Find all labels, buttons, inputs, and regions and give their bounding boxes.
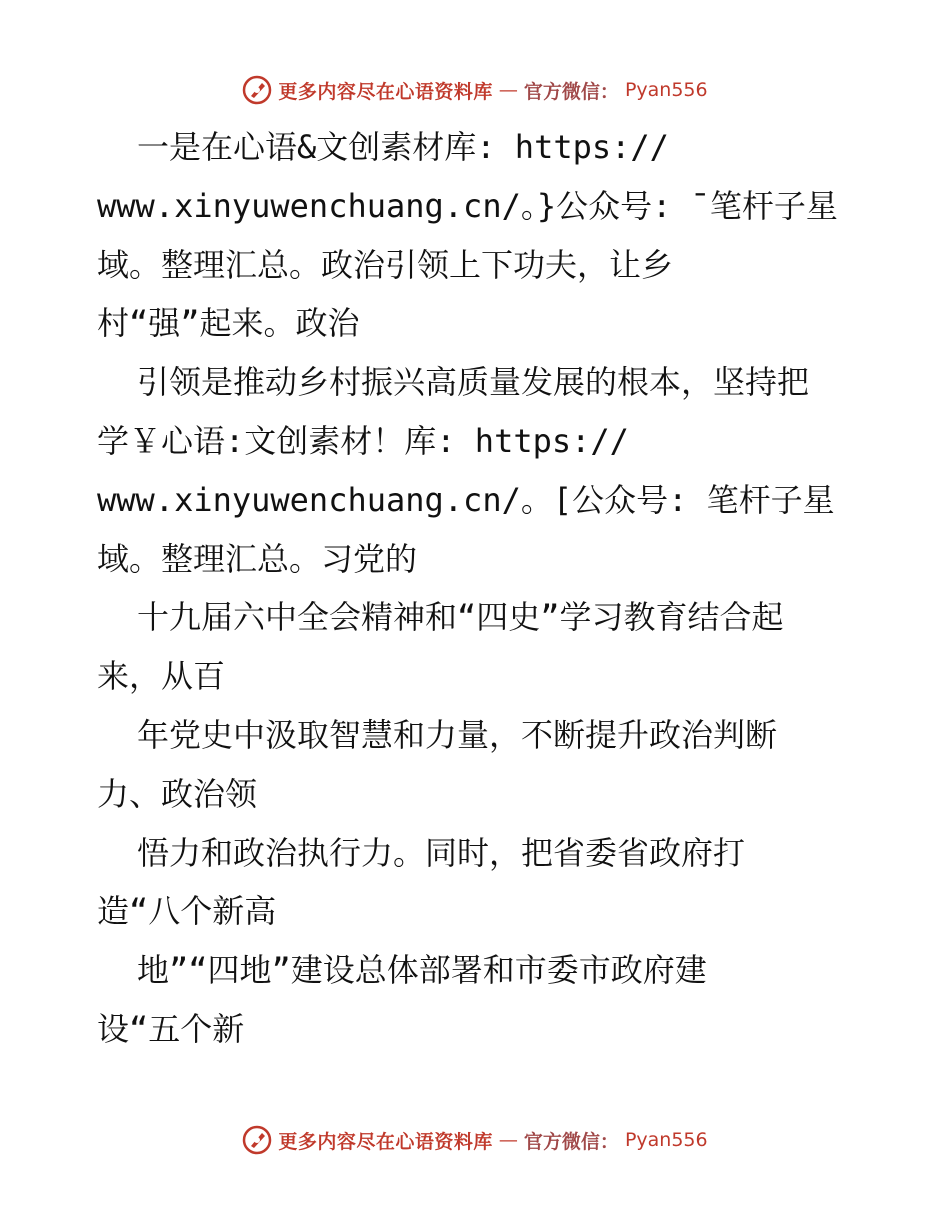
body-line: 十九届六中全会精神和“四史”学习教育结合起 [137,598,784,637]
header-banner [0,70,950,110]
body-line: 一是在心语&文创素材库: https:// [137,128,669,166]
banner-brand-text: 更多内容尽在心语资料库 [278,1130,493,1153]
body-line: 域。整理汇总。习党的 [97,539,418,578]
banner-separator: — [498,1129,518,1151]
body-line: 来，从百 [97,657,226,696]
banner-wechat-label: 官方微信： [523,80,619,103]
document-body [97,118,897,1059]
body-line: 域。整理汇总。政治引领上下功夫，让乡 [97,245,674,284]
banner-wechat-label: 官方微信： [523,1130,619,1153]
body-line: 引领是推动乡村振兴高质量发展的根本，坚持把 [137,363,810,402]
body-line: 造“八个新高 [97,892,277,931]
banner-separator: — [498,79,518,101]
pen-logo-icon [242,1125,272,1155]
body-line: 学￥心语:文创素材！库: https:// [97,421,629,460]
body-line: 悟力和政治执行力。同时，把省委省政府打 [137,833,746,872]
body-line: 村“强”起来。政治 [97,304,360,343]
banner-wechat-id: Pyan556 [624,79,708,101]
footer-banner [0,1120,950,1160]
body-line: 设“五个新 [97,1009,245,1048]
body-line: www.xinyuwenchuang.cn/。}公众号: ¯笔杆子星 [97,186,838,225]
banner-wechat-id: Pyan556 [624,1129,708,1151]
body-line: 力、政治领 [97,774,258,813]
body-line: www.xinyuwenchuang.cn/。[公众号: 笔杆子星 [97,480,835,519]
body-line: 地”“四地”建设总体部署和市委市政府建 [137,951,707,990]
pen-logo-icon [242,75,272,105]
body-line: 年党史中汲取智慧和力量，不断提升政治判断 [137,715,778,754]
banner-brand-text: 更多内容尽在心语资料库 [278,80,493,103]
